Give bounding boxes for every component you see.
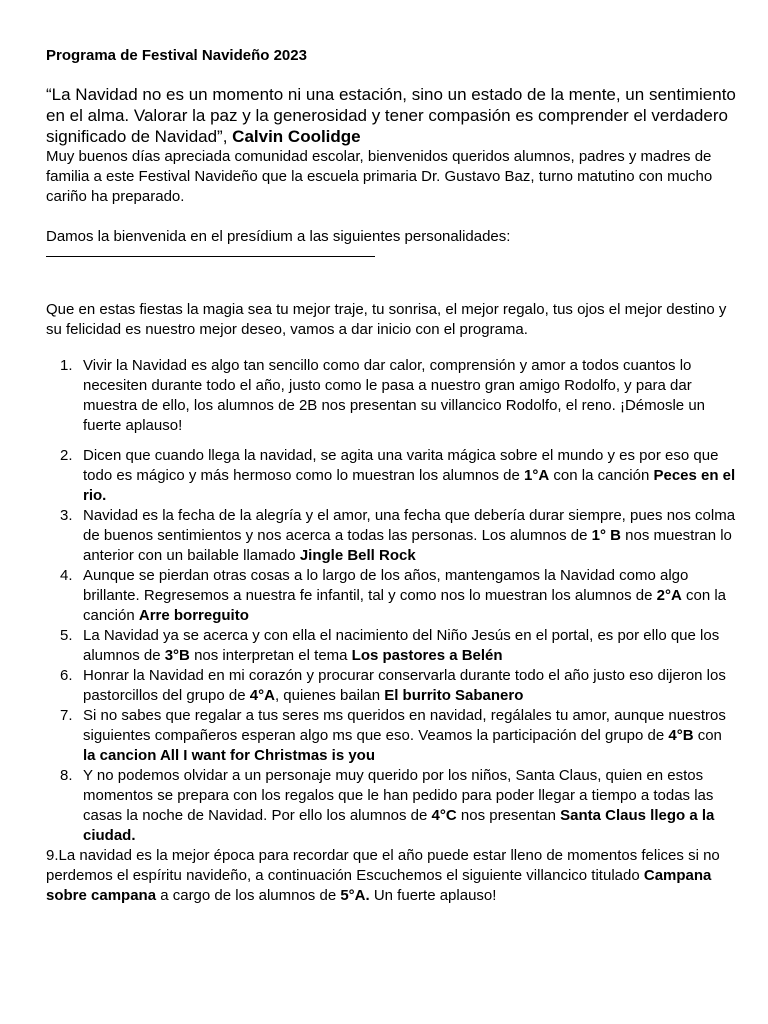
program-item-8 [46, 766, 736, 846]
item-text-mid: nos presentan [456, 807, 561, 824]
program-list [46, 356, 736, 846]
item-group: 4°C [431, 807, 457, 824]
welcome-paragraph: Muy buenos días apreciada comunidad escolar, bienvenidos queridos alumnos, padres y madres de familia a este Festival Navideño que la escuela primaria Dr. Gustavo Baz, turno matutino con mucho cariño ha preparado. [46, 148, 713, 205]
item-text: Navidad es la fecha de la alegría y el amor, una fecha que debería durar siempre, pues nos colma de buenos sentimientos y nos acerca a todas las personas. Los alumnos de [83, 507, 736, 544]
item-group: 2°A [656, 587, 682, 604]
item-number: 8. [60, 767, 73, 784]
item-number: 3. [60, 507, 73, 524]
item-text-mid: nos interpretan el tema [189, 647, 352, 664]
item-group: 3°B [164, 647, 190, 664]
item-text: Aunque se pierdan otras cosas a lo largo de los años, mantengamos la Navidad como algo brillante. Regresemos a nuestra fe infantil, tal y como nos lo muestran los alumnos de [83, 567, 689, 604]
program-item-2 [46, 446, 736, 506]
item-text: Y no podemos olvidar a un personaje muy querido por los niños, Santa Claus, quien en estos momentos se prepara con los regalos que le han pedido para poder llegar a tiempo a todas las casas la noche de Navidad. Por ello los alumnos de [83, 767, 714, 824]
quote-author: Calvin Coolidge [232, 127, 361, 146]
item-song: Santa Claus llego a la ciudad. [83, 807, 715, 844]
program-item-3 [46, 506, 736, 566]
item-text-mid: nos muestran lo anterior con un bailable llamado [83, 527, 732, 564]
presidium-blank-line [46, 247, 375, 257]
item-text: Dicen que cuando llega la navidad, se agita una varita mágica sobre el mundo y es por eso que todo es mágico y más hermoso como lo muestran los alumnos de [83, 447, 719, 484]
document-page [46, 46, 736, 906]
item-number: 4. [60, 567, 73, 584]
item-text-end: Un fuerte aplauso! [369, 887, 497, 904]
item-group: 4°B [668, 727, 694, 744]
item-song: Peces en el rio. [83, 467, 736, 504]
item-group: 4°A [249, 687, 275, 704]
program-item-1 [46, 356, 736, 436]
item-text-mid: a cargo de los alumnos de [156, 887, 341, 904]
intro-paragraph: Que en estas fiestas la magia sea tu mejor traje, tu sonrisa, el mejor regalo, tus ojos el mejor destino y su felicidad es nuestro mejor deseo, vamos a dar inicio con el programa. [46, 301, 727, 338]
item-text: Vivir la Navidad es algo tan sencillo como dar calor, comprensión y amor a todos cuantos lo necesiten durante todo el año, justo como le pasa a nuestro gran amigo Rodolfo, y para dar muestra de ello, los alumnos de 2B nos presentan su villancico Rodolfo, el reno. ¡Démosle un fuerte aplauso! [83, 357, 706, 434]
item-text-mid: con [693, 727, 722, 744]
quote-text: “La Navidad no es un momento ni una estación, sino un estado de la mente, un sentimiento en el alma. Valorar la paz y la generosidad y tener compasión es comprender el verdadero significado de Navidad”, [46, 85, 736, 146]
program-item-4 [46, 566, 736, 626]
item-number: 2. [60, 447, 73, 464]
item-song: Arre borreguito [138, 607, 249, 624]
program-item-5 [46, 626, 736, 666]
document-title: Programa de Festival Navideño 2023 [46, 47, 307, 64]
program-item-6 [46, 666, 736, 706]
item-song: Los pastores a Belén [351, 647, 503, 664]
item-text: 9.La navidad es la mejor época para recordar que el año puede estar lleno de momentos felices si no perdemos el espíritu navideño, a continuación Escuchemos el siguiente villancico titulado [46, 847, 720, 884]
item-text: La Navidad ya se acerca y con ella el nacimiento del Niño Jesús en el portal, es por ello que los alumnos de [83, 627, 720, 664]
item-song: Jingle Bell Rock [299, 547, 416, 564]
presidium-paragraph [46, 227, 736, 257]
program-item-9 [46, 846, 736, 906]
item-group: 1° B [591, 527, 621, 544]
opening-quote [46, 84, 736, 147]
item-text-mid: , quienes bailan [274, 687, 385, 704]
item-group: 5°A. [340, 887, 370, 904]
item-text: Si no sabes que regalar a tus seres ms queridos en navidad, regálales tu amor, aunque nuestros siguientes compañeros esperan algo ms que eso. Veamos la participación del grupo de [83, 707, 726, 744]
item-song: El burrito Sabanero [384, 687, 524, 704]
item-number: 7. [60, 707, 73, 724]
item-group: 1°A [524, 467, 550, 484]
item-text-mid: con la canción [83, 587, 727, 624]
presidium-text: Damos la bienvenida en el presídium a las siguientes personalidades: [46, 228, 511, 245]
item-number: 6. [60, 667, 73, 684]
program-item-7 [46, 706, 736, 766]
item-text-mid: con la canción [549, 467, 654, 484]
item-number: 5. [60, 627, 73, 644]
item-text: Honrar la Navidad en mi corazón y procurar conservarla durante todo el año justo eso dijeron los pastorcillos del grupo de [83, 667, 726, 704]
item-song: la cancion All I want for Christmas is you [83, 747, 376, 764]
item-song: Campana sobre campana [46, 867, 712, 904]
item-number: 1. [60, 357, 73, 374]
